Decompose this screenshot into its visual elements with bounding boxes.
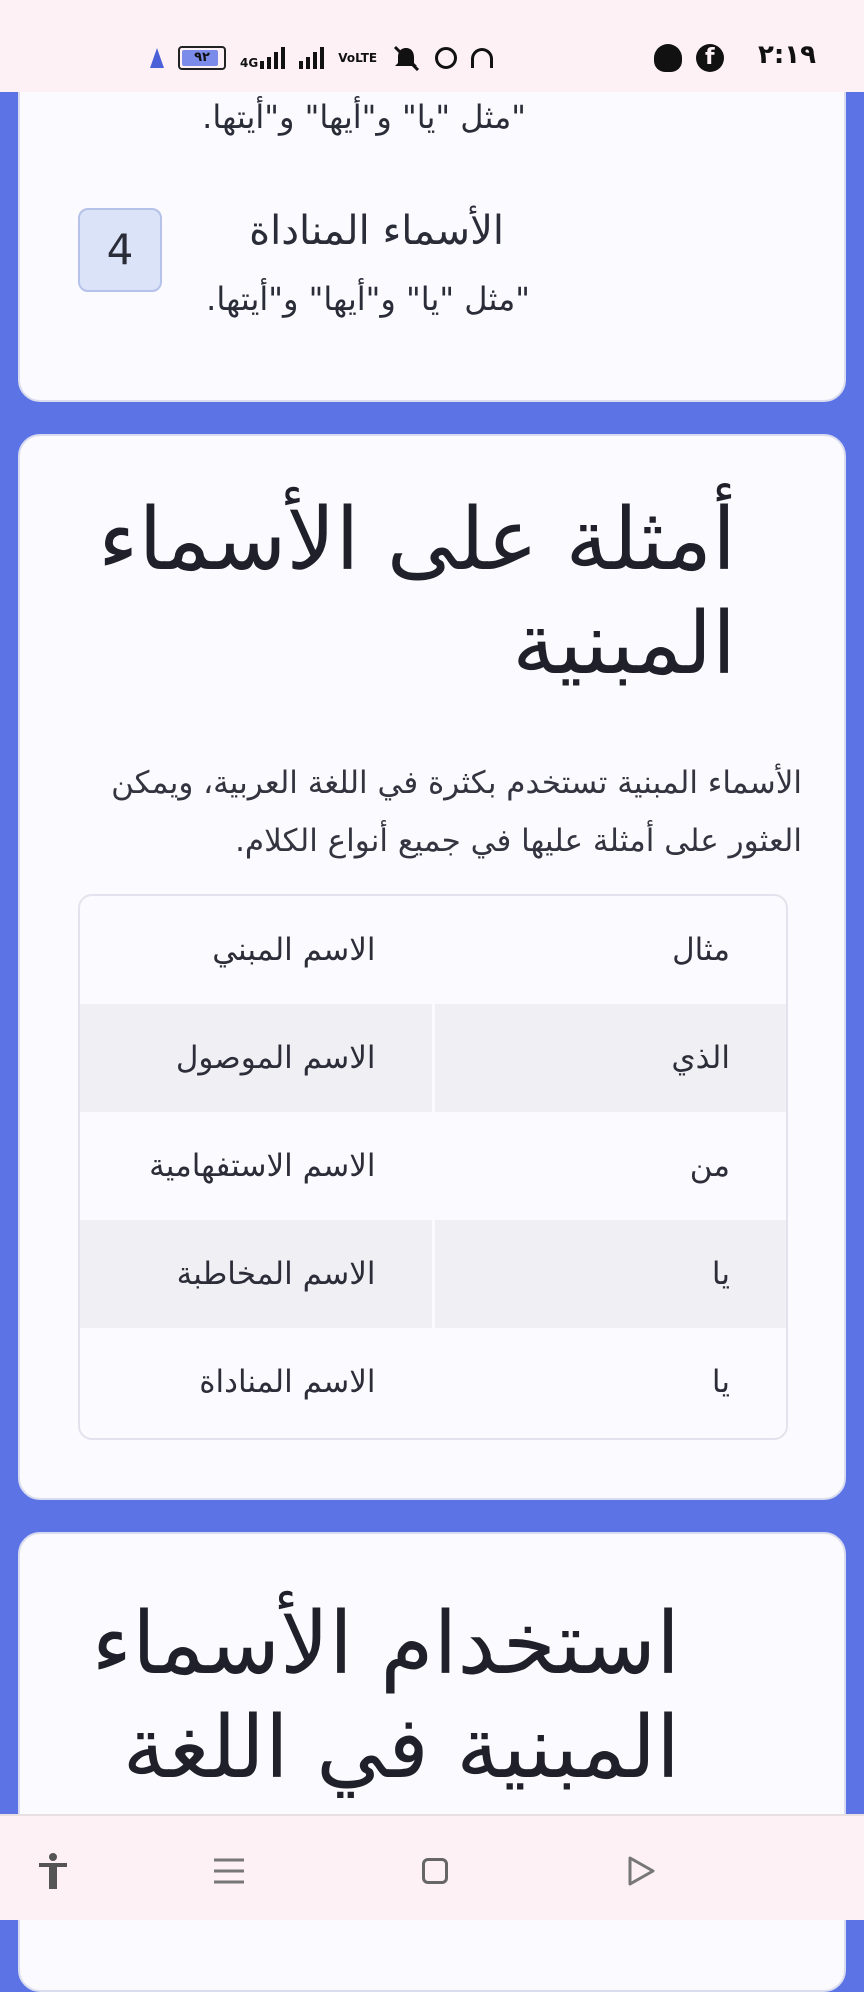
table-header-example: مثال bbox=[433, 896, 786, 1004]
examples-card bbox=[18, 434, 846, 1500]
examples-table bbox=[78, 894, 788, 1440]
headphones-icon bbox=[471, 48, 493, 68]
examples-heading: أمثلة على الأسماء المبنية bbox=[98, 490, 736, 694]
list-item-desc: "مثل "يا" و"أيها" و"أيتها. bbox=[206, 280, 530, 318]
accessibility-button[interactable] bbox=[28, 1846, 78, 1896]
network-type: 4G bbox=[240, 56, 259, 70]
table-cell-example: يا bbox=[433, 1328, 786, 1436]
table-header-noun: الاسم المبني bbox=[212, 932, 376, 968]
table-header-row bbox=[80, 896, 786, 1004]
facebook-icon bbox=[696, 44, 724, 72]
list-card bbox=[18, 40, 846, 402]
battery-level: ٩٢ bbox=[194, 50, 210, 65]
accessibility-icon bbox=[36, 1852, 70, 1890]
status-system-icons bbox=[150, 42, 493, 74]
status-bar bbox=[0, 0, 864, 92]
table-cell-example: يا bbox=[433, 1220, 786, 1328]
table-cell-noun: الاسم المخاطبة bbox=[80, 1220, 433, 1328]
examples-text: الأسماء المبنية تستخدم بكثرة في اللغة العربية، ويمكن العثور على أمثلة عليها في جميع أنواع الكلام. bbox=[111, 765, 802, 859]
table-cell-noun: الاسم الموصول bbox=[80, 1004, 433, 1112]
list-item-title: الأسماء المناداة bbox=[249, 208, 504, 254]
table-cell-noun: الاسم الاستفهامية bbox=[149, 1148, 376, 1184]
table-row bbox=[80, 1328, 786, 1436]
mute-icon bbox=[391, 45, 421, 71]
home-icon bbox=[422, 1858, 448, 1884]
table-row bbox=[80, 1004, 786, 1112]
battery-icon bbox=[178, 46, 226, 70]
alarm-icon bbox=[435, 47, 457, 69]
back-button[interactable] bbox=[616, 1846, 666, 1896]
list-item-desc-partial: "مثل "يا" و"أيها" و"أيتها. bbox=[202, 98, 526, 136]
volte-icon: VoLTE bbox=[338, 51, 378, 65]
usage-card bbox=[18, 1532, 846, 1992]
usage-heading: استخدام الأسماء المبنية في اللغة bbox=[91, 1594, 680, 1798]
status-time: ٢:١٩ bbox=[758, 40, 817, 70]
signal-icon bbox=[299, 47, 324, 69]
navigation-bar bbox=[0, 1814, 864, 1920]
list-number-box: 4 bbox=[78, 208, 162, 292]
table-row bbox=[80, 1112, 786, 1220]
back-icon bbox=[625, 1855, 657, 1887]
home-button[interactable] bbox=[410, 1846, 460, 1896]
table-cell-example: من bbox=[433, 1112, 786, 1220]
table-cell-noun: الاسم المناداة bbox=[199, 1364, 376, 1400]
table-row bbox=[80, 1220, 786, 1328]
table-cell-example: الذي bbox=[433, 1004, 786, 1112]
signal-4g-icon bbox=[240, 47, 285, 69]
snapchat-icon bbox=[654, 44, 682, 72]
charging-bolt-icon bbox=[150, 48, 164, 68]
menu-icon bbox=[212, 1856, 246, 1886]
menu-button[interactable] bbox=[204, 1846, 254, 1896]
